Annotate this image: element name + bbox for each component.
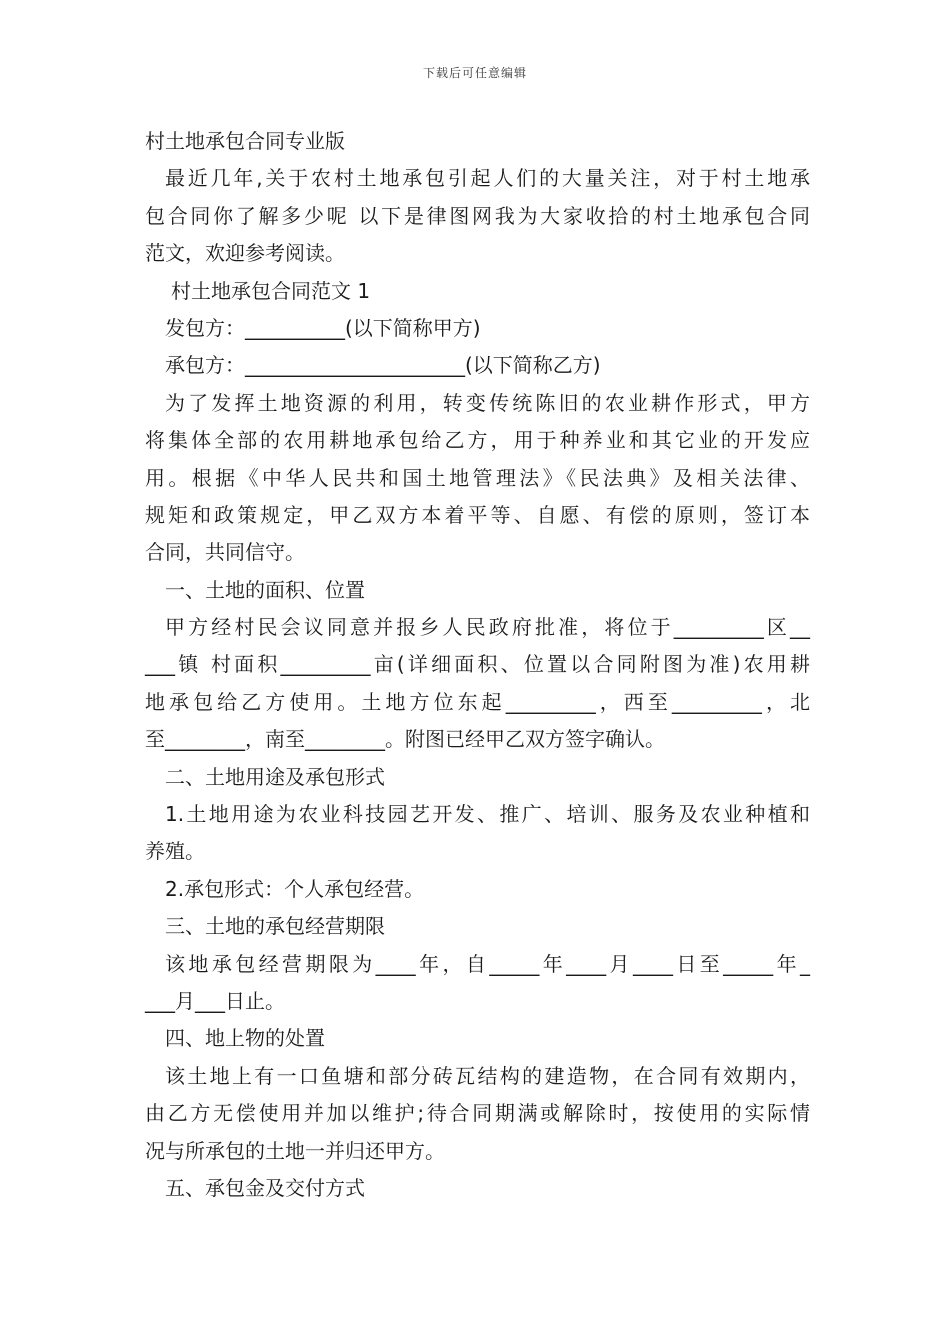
document-line: 该地承包经营期限为____年，自_____年____月____日至_____年_ [165, 951, 810, 976]
document-line: 为了发挥土地资源的利用，转变传统陈旧的农业耕作形式，甲方 [165, 390, 810, 415]
document-line: 五、承包金及交付方式 [165, 1175, 365, 1200]
document-line: ___镇 村面积_________亩(详细面积、位置以合同附图为准)农用耕 [145, 652, 810, 677]
document-line: 2.承包形式：个人承包经营。 [165, 876, 425, 901]
document-line: 1.土地用途为农业科技园艺开发、推广、培训、服务及农业种植和 [165, 802, 810, 827]
document-line: 范文，欢迎参考阅读。 [145, 241, 345, 266]
document-line: 由乙方无偿使用并加以维护;待合同期满或解除时，按使用的实际情 [145, 1101, 810, 1126]
document-line: 规矩和政策规定，甲乙双方本着平等、自愿、有偿的原则，签订本 [145, 502, 810, 527]
page-header-note: 下载后可任意编辑 [422, 66, 527, 80]
document-line: 养殖。 [145, 839, 205, 864]
document-line: 二、土地用途及承包形式 [165, 764, 385, 789]
document-line: 一、土地的面积、位置 [165, 577, 365, 602]
document-line: 地承包给乙方使用。土地方位东起_________，西至_________，北 [145, 689, 810, 714]
document-line: 况与所承包的土地一并归还甲方。 [145, 1138, 445, 1163]
document-body [145, 123, 810, 1207]
document-line: 发包方：__________(以下简称甲方) [165, 315, 481, 340]
document-line: 包合同你了解多少呢 以下是律图网我为大家收拾的村土地承包合同 [145, 203, 810, 228]
document-line: 三、土地的承包经营期限 [165, 914, 385, 939]
document-line: 村土地承包合同范文 1 [171, 278, 371, 303]
document-line: 将集体全部的农用耕地承包给乙方，用于种养业和其它业的开发应 [145, 428, 810, 453]
document-line: 承包方：______________________(以下简称乙方) [165, 353, 601, 378]
document-title: 村土地承包合同专业版 [145, 129, 345, 153]
document-line: 用。根据《中华人民共和国土地管理法》《民法典》及相关法律、 [145, 465, 810, 490]
document-line: 合同，共同信守。 [145, 540, 305, 565]
document-line: 最近几年,关于农村土地承包引起人们的大量关注，对于村土地承 [165, 166, 810, 191]
document-line: 甲方经村民会议同意并报乡人民政府批准，将位于_________区__ [165, 615, 810, 640]
document-line: 该土地上有一口鱼塘和部分砖瓦结构的建造物，在合同有效期内， [165, 1063, 810, 1088]
document-line: 至________，南至________。附图已经甲乙双方签字确认。 [145, 727, 665, 752]
document-line: ___月___日止。 [145, 988, 285, 1013]
document-line: 四、地上物的处置 [165, 1026, 325, 1051]
